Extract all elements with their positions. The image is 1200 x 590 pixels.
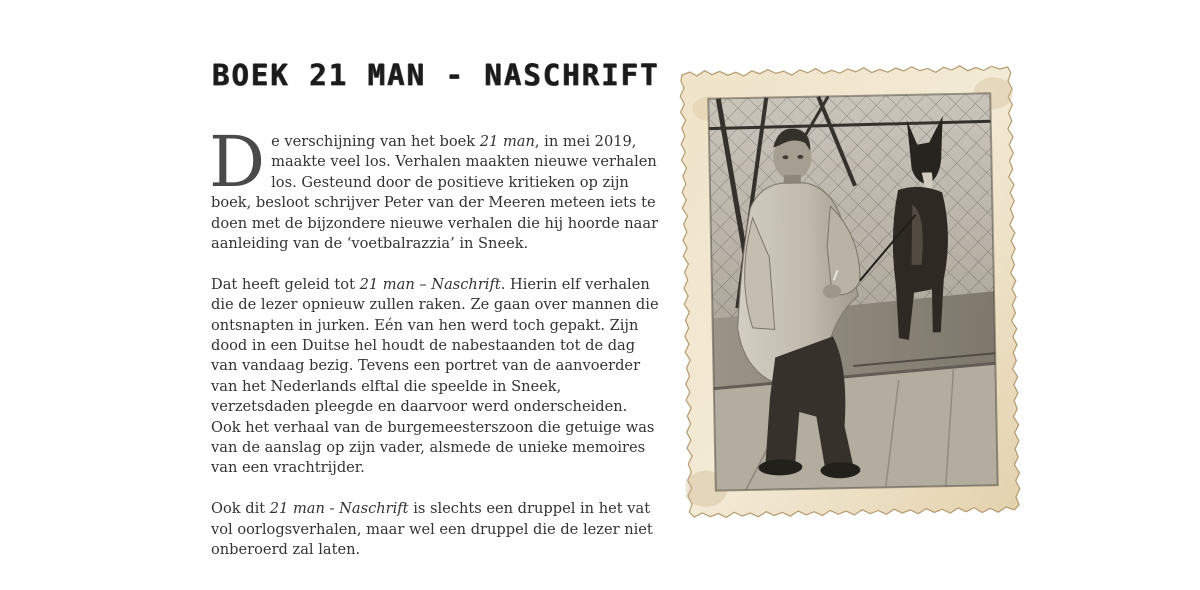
drop-cap: D xyxy=(209,121,266,203)
paragraph-contents-text-cont: . Hierin elf verhalen die de lezer opnieuw zullen raken. Ze gaan over mannen die ontsnapten in jurken. Eén van hen werd toch gepakt. Zijn dood in een Duitse hel houdt de nabestaanden tot de dag van vandaag bezig. Tevens een portret van de aanvoerder van het Nederlands elftal die speelde in Sneek, verzetsdaden pleegde en daarvoor werd onderscheiden. Ook het verhaal van de burgemeesterszoon die getuige was van de aanslag op zijn vader, alsmede de unieke memoires van een vrachtrijder. xyxy=(211,275,659,477)
paragraph-closing xyxy=(211,499,659,560)
paragraph-intro-text: e verschijning van het boek xyxy=(271,133,480,150)
book-title-italic: 21 man xyxy=(479,133,535,150)
book-title-italic: 21 man – Naschrift xyxy=(359,275,501,293)
paragraph-contents-text: Dat heeft geleid tot xyxy=(211,275,360,293)
paragraph-intro xyxy=(209,121,659,254)
article-text xyxy=(209,121,659,581)
book-title-italic: 21 man - Naschrift xyxy=(269,500,409,518)
paragraph-closing-text-cont: is slechts een druppel in het vat vol oorlogsverhalen, maar wel een druppel die de lezer niet onberoerd zal laten. xyxy=(211,500,653,559)
paragraph-contents xyxy=(211,275,659,479)
vintage-photo-image xyxy=(678,63,1023,520)
paragraph-closing-text: Ook dit xyxy=(211,500,270,518)
paragraph-intro-text-cont: , in mei 2019, maakte veel los. Verhalen maakten nieuwe verhalen los. Gesteund door de positieve kritieken op zijn boek, besloot schrijver Peter van der Meeren meteen iets te doen met de bijzondere nieuwe verhalen die hij hoorde naar aanleiding van de ‘voetbalrazzia’ in Sneek. xyxy=(211,133,659,253)
vintage-photo xyxy=(678,63,1023,520)
page-title: BOEK 21 MAN - NASCHRIFT xyxy=(212,58,660,92)
